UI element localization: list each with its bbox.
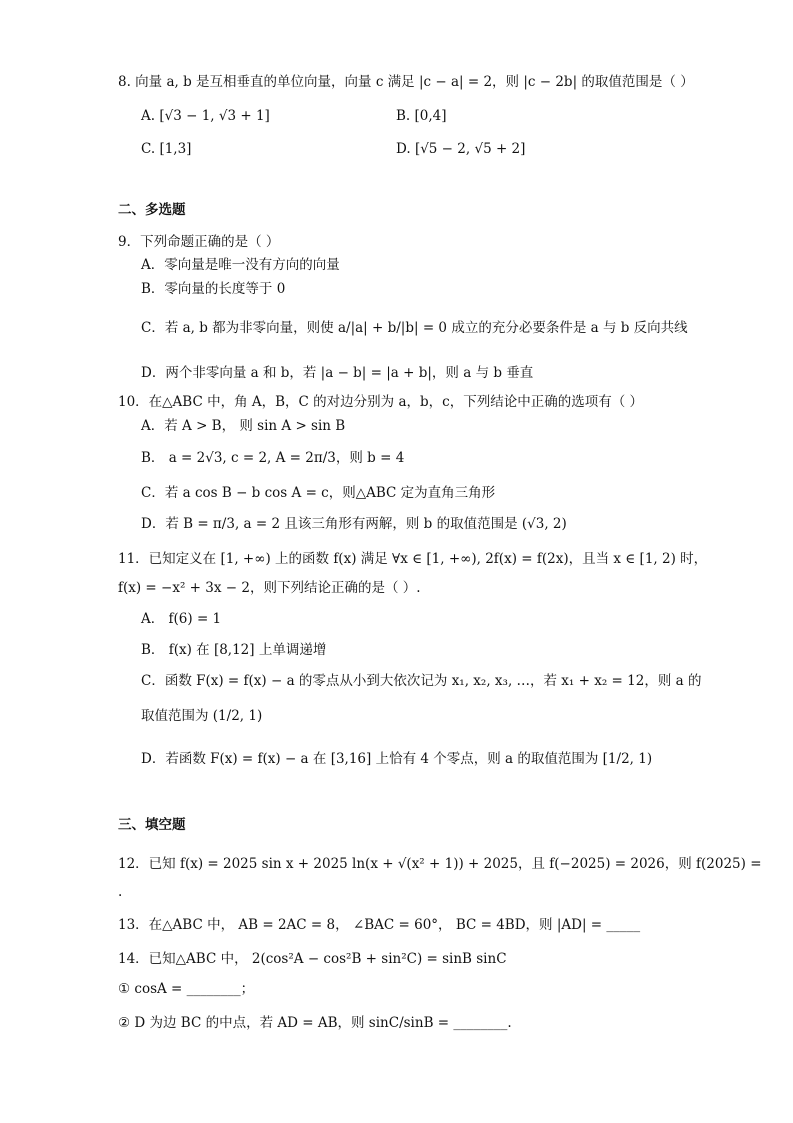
q9-option-d: D．两个非零向量 a 和 b，若 |a − b| = |a + b|，则 a 与 b 垂直 — [141, 365, 534, 381]
q13-text: 13．在△ABC 中， AB = 2AC = 8， ∠BAC = 60°， BC = 4BD，则 |AD| = _____ — [118, 917, 641, 933]
q14-part2: ② D 为边 BC 的中点，若 AD = AB，则 sinC/sinB = ________. — [118, 1015, 512, 1031]
q11-option-c-line2: 取值范围为 (1/2, 1) — [141, 708, 263, 724]
q8-option-c: C. [1,3] — [141, 141, 192, 157]
q9-option-a: A．零向量是唯一没有方向的向量 — [141, 257, 340, 273]
section-multiple-choice-title: 二、多选题 — [118, 202, 186, 218]
q10-option-c: C．若 a cos B − b cos A = c，则△ABC 定为直角三角形 — [141, 485, 496, 501]
q11-stem-line2: f(x) = −x² + 3x − 2，则下列结论正确的是（ ）. — [118, 580, 421, 596]
q14-part1: ① cosA = ________； — [118, 981, 255, 997]
q11-option-d: D．若函数 F(x) = f(x) − a 在 [3,16] 上恰有 4 个零点，则 a 的取值范围为 [1/2, 1) — [141, 751, 653, 767]
q9-option-c: C．若 a, b 都为非零向量，则使 a/|a| + b/|b| = 0 成立的充分必要条件是 a 与 b 反向共线 — [141, 320, 688, 336]
q8-option-d: D. [√5 − 2, √5 + 2] — [396, 141, 526, 157]
q11-stem-line1: 11．已知定义在 [1, +∞) 上的函数 f(x) 满足 ∀x ∈ [1, +∞), 2f(x) = f(2x)，且当 x ∈ [1, 2) 时， — [118, 551, 708, 567]
q10-option-d: D．若 B = π/3, a = 2 且该三角形有两解，则 b 的取值范围是 (√3, 2) — [141, 516, 567, 532]
q9-option-b: B．零向量的长度等于 0 — [141, 281, 286, 297]
q11-option-b: B． f(x) 在 [8,12] 上单调递增 — [141, 642, 327, 658]
q8-option-a: A. [√3 − 1, √3 + 1] — [141, 108, 270, 124]
q11-option-a: A． f(6) = 1 — [141, 611, 222, 627]
q10-option-b: B． a = 2√3, c = 2, A = 2π/3，则 b = 4 — [141, 450, 405, 466]
q10-stem: 10．在△ABC 中，角 A，B，C 的对边分别为 a，b，c，下列结论中正确的选项有（ ） — [118, 394, 644, 410]
section-fill-blank-title: 三、填空题 — [118, 817, 186, 833]
q8-stem: 8. 向量 a, b 是互相垂直的单位向量，向量 c 满足 |c − a| = 2，则 |c − 2b| 的取值范围是（ ） — [118, 74, 694, 90]
q9-stem: 9．下列命题正确的是（ ） — [118, 234, 280, 250]
q11-option-c-line1: C．函数 F(x) = f(x) − a 的零点从小到大依次记为 x₁, x₂, x₃, …，若 x₁ + x₂ = 12，则 a 的 — [141, 673, 702, 689]
q8-option-b: B. [0,4] — [396, 108, 447, 124]
q10-option-a: A．若 A > B， 则 sin A > sin B — [141, 418, 346, 434]
q12-line1: 12．已知 f(x) = 2025 sin x + 2025 ln(x + √(x² + 1)) + 2025，且 f(−2025) = 2026，则 f(2025) = — [118, 856, 762, 872]
q14-stem: 14．已知△ABC 中， 2(cos²A − cos²B + sin²C) = sinB sinC — [118, 951, 507, 967]
q12-line2: . — [118, 884, 123, 900]
